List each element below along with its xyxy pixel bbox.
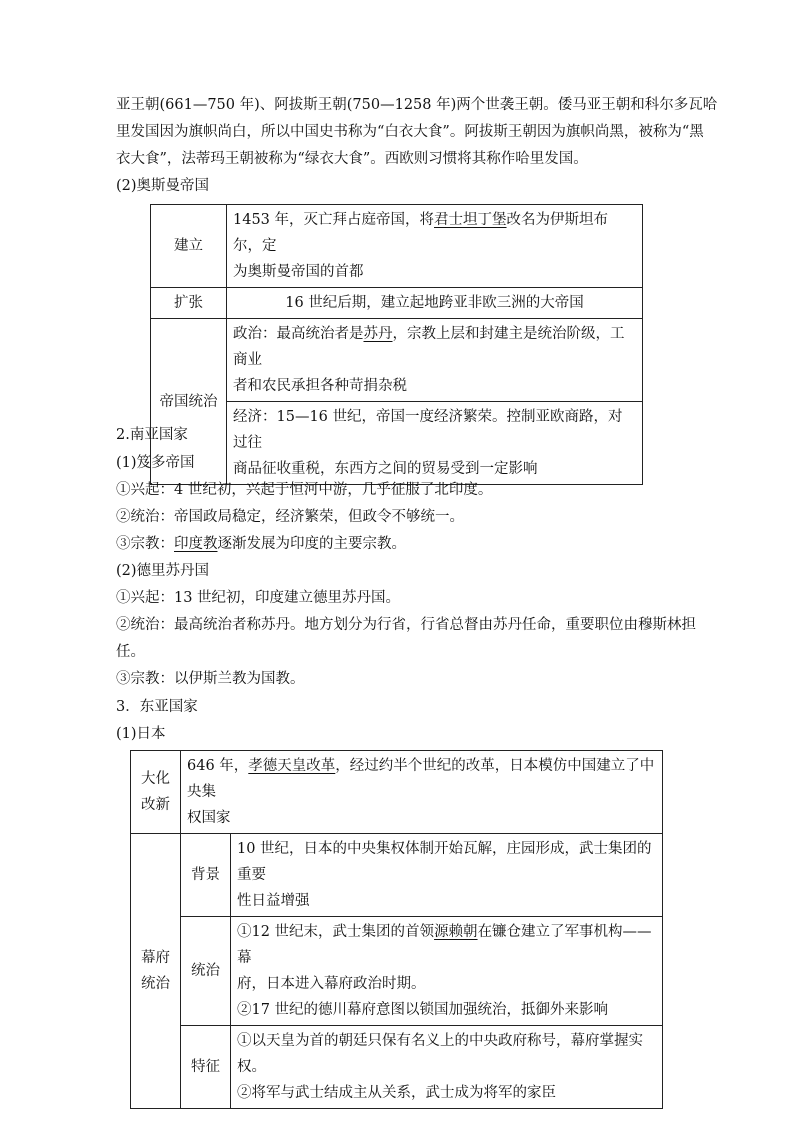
gupta-point-1: ①兴起：4 世纪初，兴起于恒河中游，几乎征服了北印度。 — [116, 482, 493, 498]
row-content-taika — [181, 751, 663, 834]
underlined-term: 孝德天皇改革 — [248, 758, 336, 774]
text-segment: 政治：最高统治者是 — [233, 326, 364, 342]
text-segment: 1453 年，灭亡拜占庭帝国，将 — [233, 212, 435, 228]
delhi-heading: (2)德里苏丹国 — [116, 563, 210, 579]
gupta-point-3 — [116, 531, 681, 558]
text-line: 者和农民承担各种苛捐杂税 — [233, 378, 407, 394]
delhi-point-2-line-2: 任。 — [116, 644, 145, 660]
label-line: 改新 — [141, 797, 170, 813]
intro-line-2: 里发国因为旗帜尚白，所以中国史书称为“白衣大食”。阿拔斯王朝因为旗帜尚黑，被称为“黑 — [116, 124, 704, 140]
underlined-term: 苏丹 — [363, 326, 393, 342]
table-row — [131, 751, 663, 834]
gupta-heading: (1)笈多帝国 — [116, 455, 195, 471]
text-line: 经济：15—16 世纪，帝国一度经济繁荣。控制亚欧商路，对过往 — [233, 409, 623, 451]
sub-label-background: 背景 — [181, 834, 231, 917]
row-content-rule — [231, 917, 663, 1026]
row-content-expansion: 16 世纪后期，建立起地跨亚非欧三洲的大帝国 — [227, 288, 643, 319]
label-line: 幕府 — [141, 950, 170, 966]
row-content-establish — [227, 205, 643, 288]
row-content-politics — [227, 319, 643, 402]
intro-line-1: 亚王朝(661—750 年)、阿拔斯王朝(750—1258 年)两个世袭王朝。倭马亚王朝和科尔多瓦哈 — [116, 97, 718, 113]
intro-line-3: 衣大食”，法蒂玛王朝被称为“绿衣大食”。西欧则习惯将其称作哈里发国。 — [116, 151, 588, 167]
table-row — [131, 917, 663, 1026]
delhi-point-1: ①兴起：13 世纪初，印度建立德里苏丹国。 — [116, 590, 401, 606]
east-asia-heading: 3．东亚国家 — [116, 699, 198, 715]
underlined-term: 源赖朝 — [434, 924, 478, 940]
row-content-background — [231, 834, 663, 917]
text-segment: 逐渐发展为印度的主要宗教。 — [217, 536, 406, 552]
table-row — [151, 319, 643, 402]
text-segment: 在镰仓建立了军事机构——幕 — [237, 924, 652, 966]
label-line: 大化 — [141, 771, 170, 787]
text-segment: ③宗教： — [116, 536, 174, 552]
delhi-point-3: ③宗教：以伊斯兰教为国教。 — [116, 671, 305, 687]
row-label-establish: 建立 — [151, 205, 227, 288]
row-label-taika — [131, 751, 181, 834]
text-line: 府，日本进入幕府政治时期。 — [237, 976, 426, 992]
text-line: ②将军与武士结成主从关系，武士成为将军的家臣 — [237, 1085, 556, 1101]
table-row — [151, 288, 643, 319]
table-row — [131, 834, 663, 917]
text-line: ①以天皇为首的朝廷只保有名义上的中央政府称号，幕府掌握实权。 — [237, 1033, 643, 1075]
text-segment: ，经过约半个世纪的改革，日本模仿中国建立了中央集 — [187, 758, 655, 800]
south-asia-heading: 2.南亚国家 — [116, 427, 188, 443]
row-label-expansion: 扩张 — [151, 288, 227, 319]
text-line: 权国家 — [187, 810, 231, 826]
underlined-term: 君士坦丁堡 — [434, 212, 507, 228]
table-row — [151, 205, 643, 288]
text-segment: 646 年， — [187, 758, 249, 774]
delhi-point-2-line-1: ②统治：最高统治者称苏丹。地方划分为行省，行省总督由苏丹任命，重要职位由穆斯林担 — [116, 617, 696, 633]
row-label-shogunate — [131, 834, 181, 1109]
japan-table — [130, 750, 663, 1109]
text-line: 商品征收重税，东西方之间的贸易受到一定影响 — [233, 461, 538, 477]
text-line: 10 世纪，日本的中央集权体制开始瓦解，庄园形成，武士集团的重要 — [237, 841, 652, 883]
label-line: 统治 — [141, 976, 170, 992]
table-row — [131, 1026, 663, 1109]
sub-label-rule: 统治 — [181, 917, 231, 1026]
text-line: 为奥斯曼帝国的首都 — [233, 264, 364, 280]
row-content-features — [231, 1026, 663, 1109]
underlined-term: 印度教 — [174, 536, 218, 552]
row-label-rule: 帝国统治 — [151, 319, 227, 485]
text-segment: ①12 世纪末，武士集团的首领 — [237, 924, 435, 940]
text-line: ②17 世纪的德川幕府意图以锁国加强统治，抵御外来影响 — [237, 1002, 609, 1018]
text-segment: 改名为伊斯坦布尔，定 — [233, 212, 609, 254]
text-segment: ，宗教上层和封建主是统治阶级，工商业 — [233, 326, 625, 368]
japan-heading: (1)日本 — [116, 726, 166, 742]
sub-label-features: 特征 — [181, 1026, 231, 1109]
ottoman-heading: (2)奥斯曼帝国 — [116, 178, 210, 194]
text-line: 性日益增强 — [237, 893, 310, 909]
gupta-point-2: ②统治：帝国政局稳定，经济繁荣，但政令不够统一。 — [116, 509, 464, 525]
